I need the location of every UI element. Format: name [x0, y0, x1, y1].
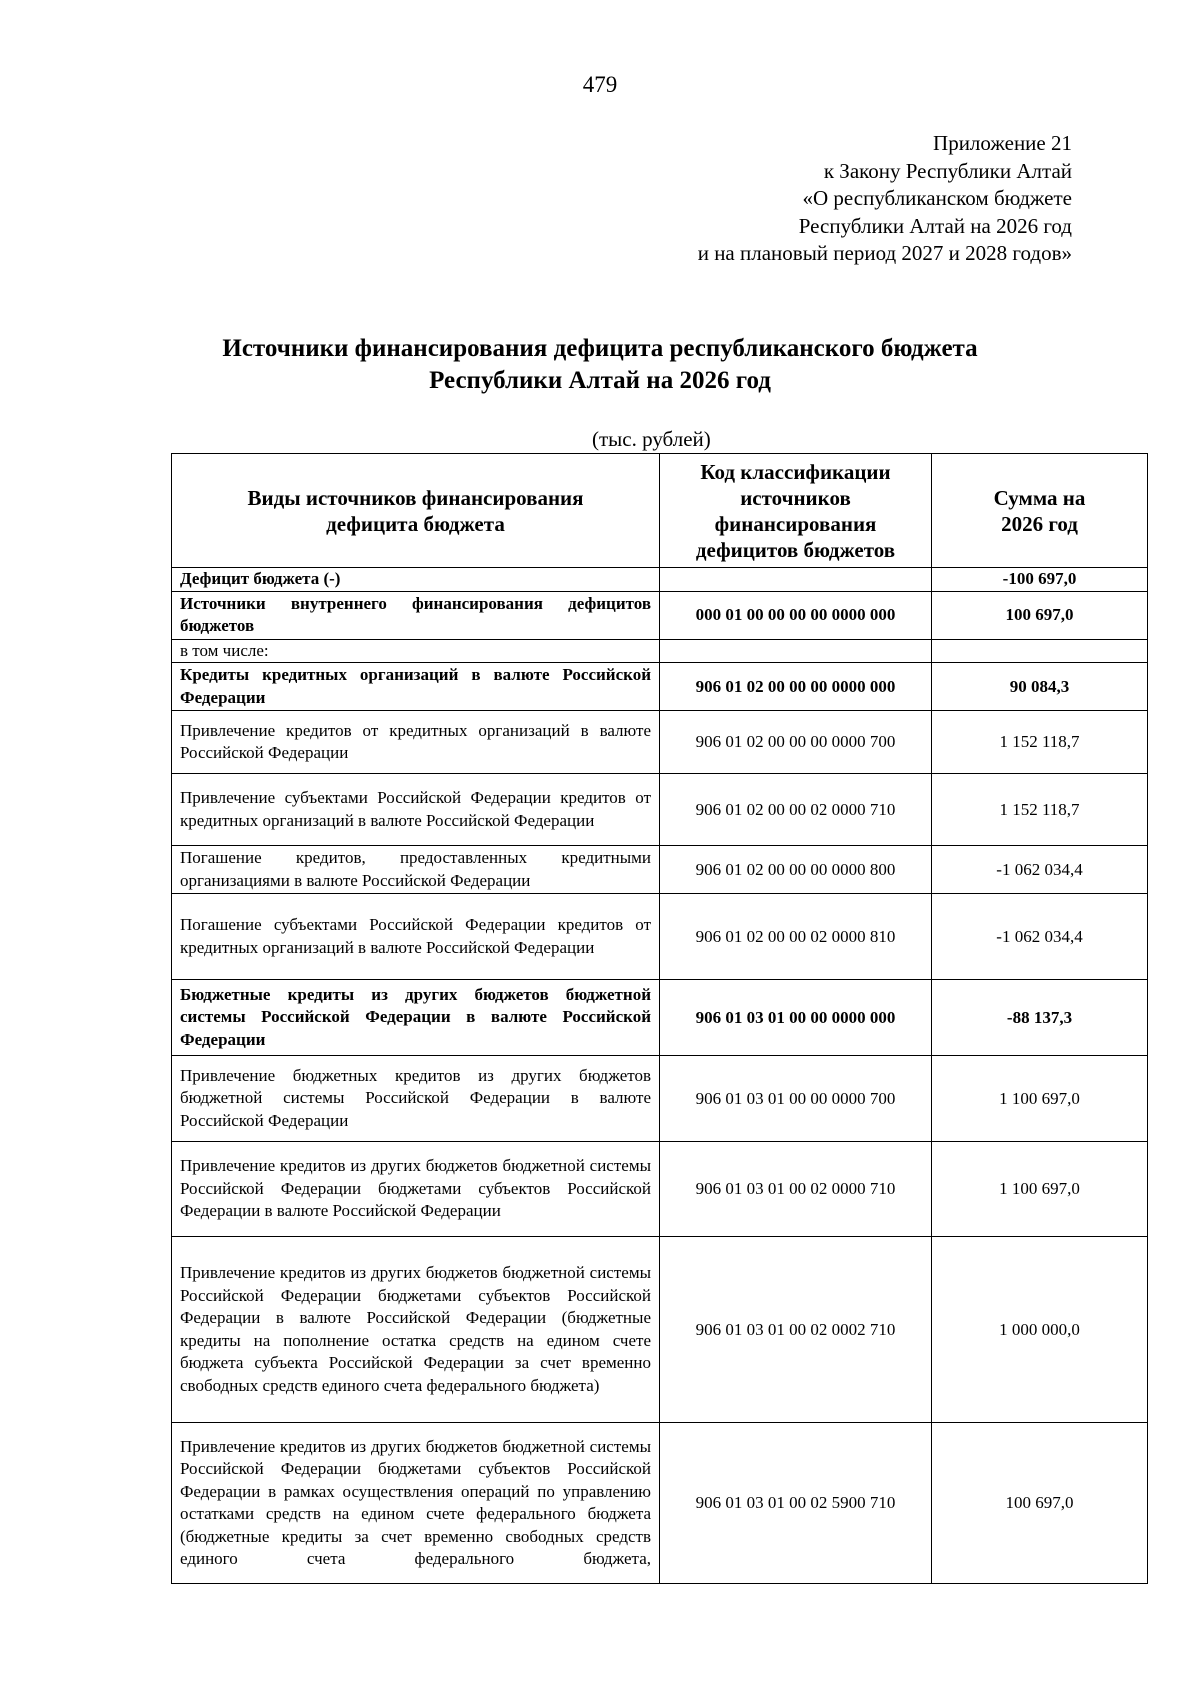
row-code: 906 01 03 01 00 00 0000 700: [660, 1056, 932, 1142]
appendix-line: и на плановый период 2027 и 2028 годов»: [697, 241, 1072, 265]
title-line: Республики Алтай на 2026 год: [429, 367, 771, 394]
page-number: 479: [582, 72, 618, 97]
table-row: [172, 639, 1148, 663]
table-row: [172, 774, 1148, 846]
row-sum: [932, 639, 1148, 663]
table-row: [172, 663, 1148, 711]
row-description: Источники внутреннего финансирования дефицитов бюджетов: [172, 591, 660, 639]
row-code: 906 01 03 01 00 02 0000 710: [660, 1142, 932, 1237]
appendix-block: [698, 130, 1072, 268]
row-description: в том числе:: [172, 639, 660, 663]
row-code: 000 01 00 00 00 00 0000 000: [660, 591, 932, 639]
units-label: (тыс. рублей): [592, 427, 711, 451]
row-sum: 1 152 118,7: [932, 711, 1148, 774]
row-description: Привлечение кредитов из других бюджетов бюджетной системы Российской Федерации бюджетами субъектов Российской Федерации в рамках осуществления операций по управлению остатками средств на едином счете федерального бюджета (бюджетные кредиты за счет временно свободных средств единого счета федерального бюджета,: [172, 1423, 660, 1584]
row-description: Погашение кредитов, предоставленных кредитными организациями в валюте Российской Федерации: [172, 846, 660, 894]
appendix-line: Приложение 21: [933, 131, 1072, 155]
row-description: Привлечение кредитов из других бюджетов бюджетной системы Российской Федерации бюджетами субъектов Российской Федерации в валюте Российской Федерации (бюджетные кредиты на пополнение остатка средств на едином счете бюджета субъекта Российской Федерации за счет временно свободных средств единого счета федерального бюджета): [172, 1237, 660, 1423]
header-source-types: Виды источников финансирования дефицита бюджета: [172, 454, 660, 568]
row-sum: 90 084,3: [932, 663, 1148, 711]
row-sum: -100 697,0: [932, 568, 1148, 592]
table-row: [172, 894, 1148, 980]
row-description: Бюджетные кредиты из других бюджетов бюджетной системы Российской Федерации в валюте Российской Федерации: [172, 980, 660, 1056]
row-description: Привлечение субъектами Российской Федерации кредитов от кредитных организаций в валюте Российской Федерации: [172, 774, 660, 846]
row-code: 906 01 02 00 00 02 0000 710: [660, 774, 932, 846]
table-row: [172, 1237, 1148, 1423]
table-row: [172, 846, 1148, 894]
row-sum: 1 152 118,7: [932, 774, 1148, 846]
row-sum: 1 000 000,0: [932, 1237, 1148, 1423]
document-title: [0, 333, 1200, 397]
row-description: Привлечение кредитов из других бюджетов бюджетной системы Российской Федерации бюджетами субъектов Российской Федерации в валюте Российской Федерации: [172, 1142, 660, 1237]
header-sum: Сумма на 2026 год: [932, 454, 1148, 568]
row-description: Привлечение бюджетных кредитов из других бюджетов бюджетной системы Российской Федерации в валюте Российской Федерации: [172, 1056, 660, 1142]
table-row: [172, 980, 1148, 1056]
table-row: [172, 1056, 1148, 1142]
financing-sources-table: [171, 453, 1148, 1584]
appendix-line: «О республиканском бюджете: [802, 186, 1072, 210]
row-sum: 1 100 697,0: [932, 1142, 1148, 1237]
row-description: Дефицит бюджета (-): [172, 568, 660, 592]
row-description: Кредиты кредитных организаций в валюте Российской Федерации: [172, 663, 660, 711]
table-row: [172, 568, 1148, 592]
row-code: [660, 568, 932, 592]
row-sum: 1 100 697,0: [932, 1056, 1148, 1142]
appendix-line: Республики Алтай на 2026 год: [798, 213, 1072, 238]
table-row: [172, 591, 1148, 639]
row-code: 906 01 03 01 00 02 0002 710: [660, 1237, 932, 1423]
table-row: [172, 1423, 1148, 1584]
row-sum: -88 137,3: [932, 980, 1148, 1056]
row-sum: -1 062 034,4: [932, 894, 1148, 980]
title-line: Источники финансирования дефицита республиканского бюджета: [222, 335, 978, 362]
row-sum: 100 697,0: [932, 1423, 1148, 1584]
row-sum: -1 062 034,4: [932, 846, 1148, 894]
row-description: Погашение субъектами Российской Федерации кредитов от кредитных организаций в валюте Российской Федерации: [172, 894, 660, 980]
row-description: Привлечение кредитов от кредитных организаций в валюте Российской Федерации: [172, 711, 660, 774]
header-classification-code: Код классификации источников финансирования дефицитов бюджетов: [660, 454, 932, 568]
table-row: [172, 711, 1148, 774]
row-code: 906 01 02 00 00 00 0000 700: [660, 711, 932, 774]
row-code: 906 01 03 01 00 02 5900 710: [660, 1423, 932, 1584]
row-code: [660, 639, 932, 663]
row-code: 906 01 03 01 00 00 0000 000: [660, 980, 932, 1056]
row-code: 906 01 02 00 00 00 0000 000: [660, 663, 932, 711]
table-row: [172, 1142, 1148, 1237]
row-code: 906 01 02 00 00 02 0000 810: [660, 894, 932, 980]
appendix-line: к Закону Республики Алтай: [823, 158, 1072, 183]
row-sum: 100 697,0: [932, 591, 1148, 639]
row-code: 906 01 02 00 00 00 0000 800: [660, 846, 932, 894]
